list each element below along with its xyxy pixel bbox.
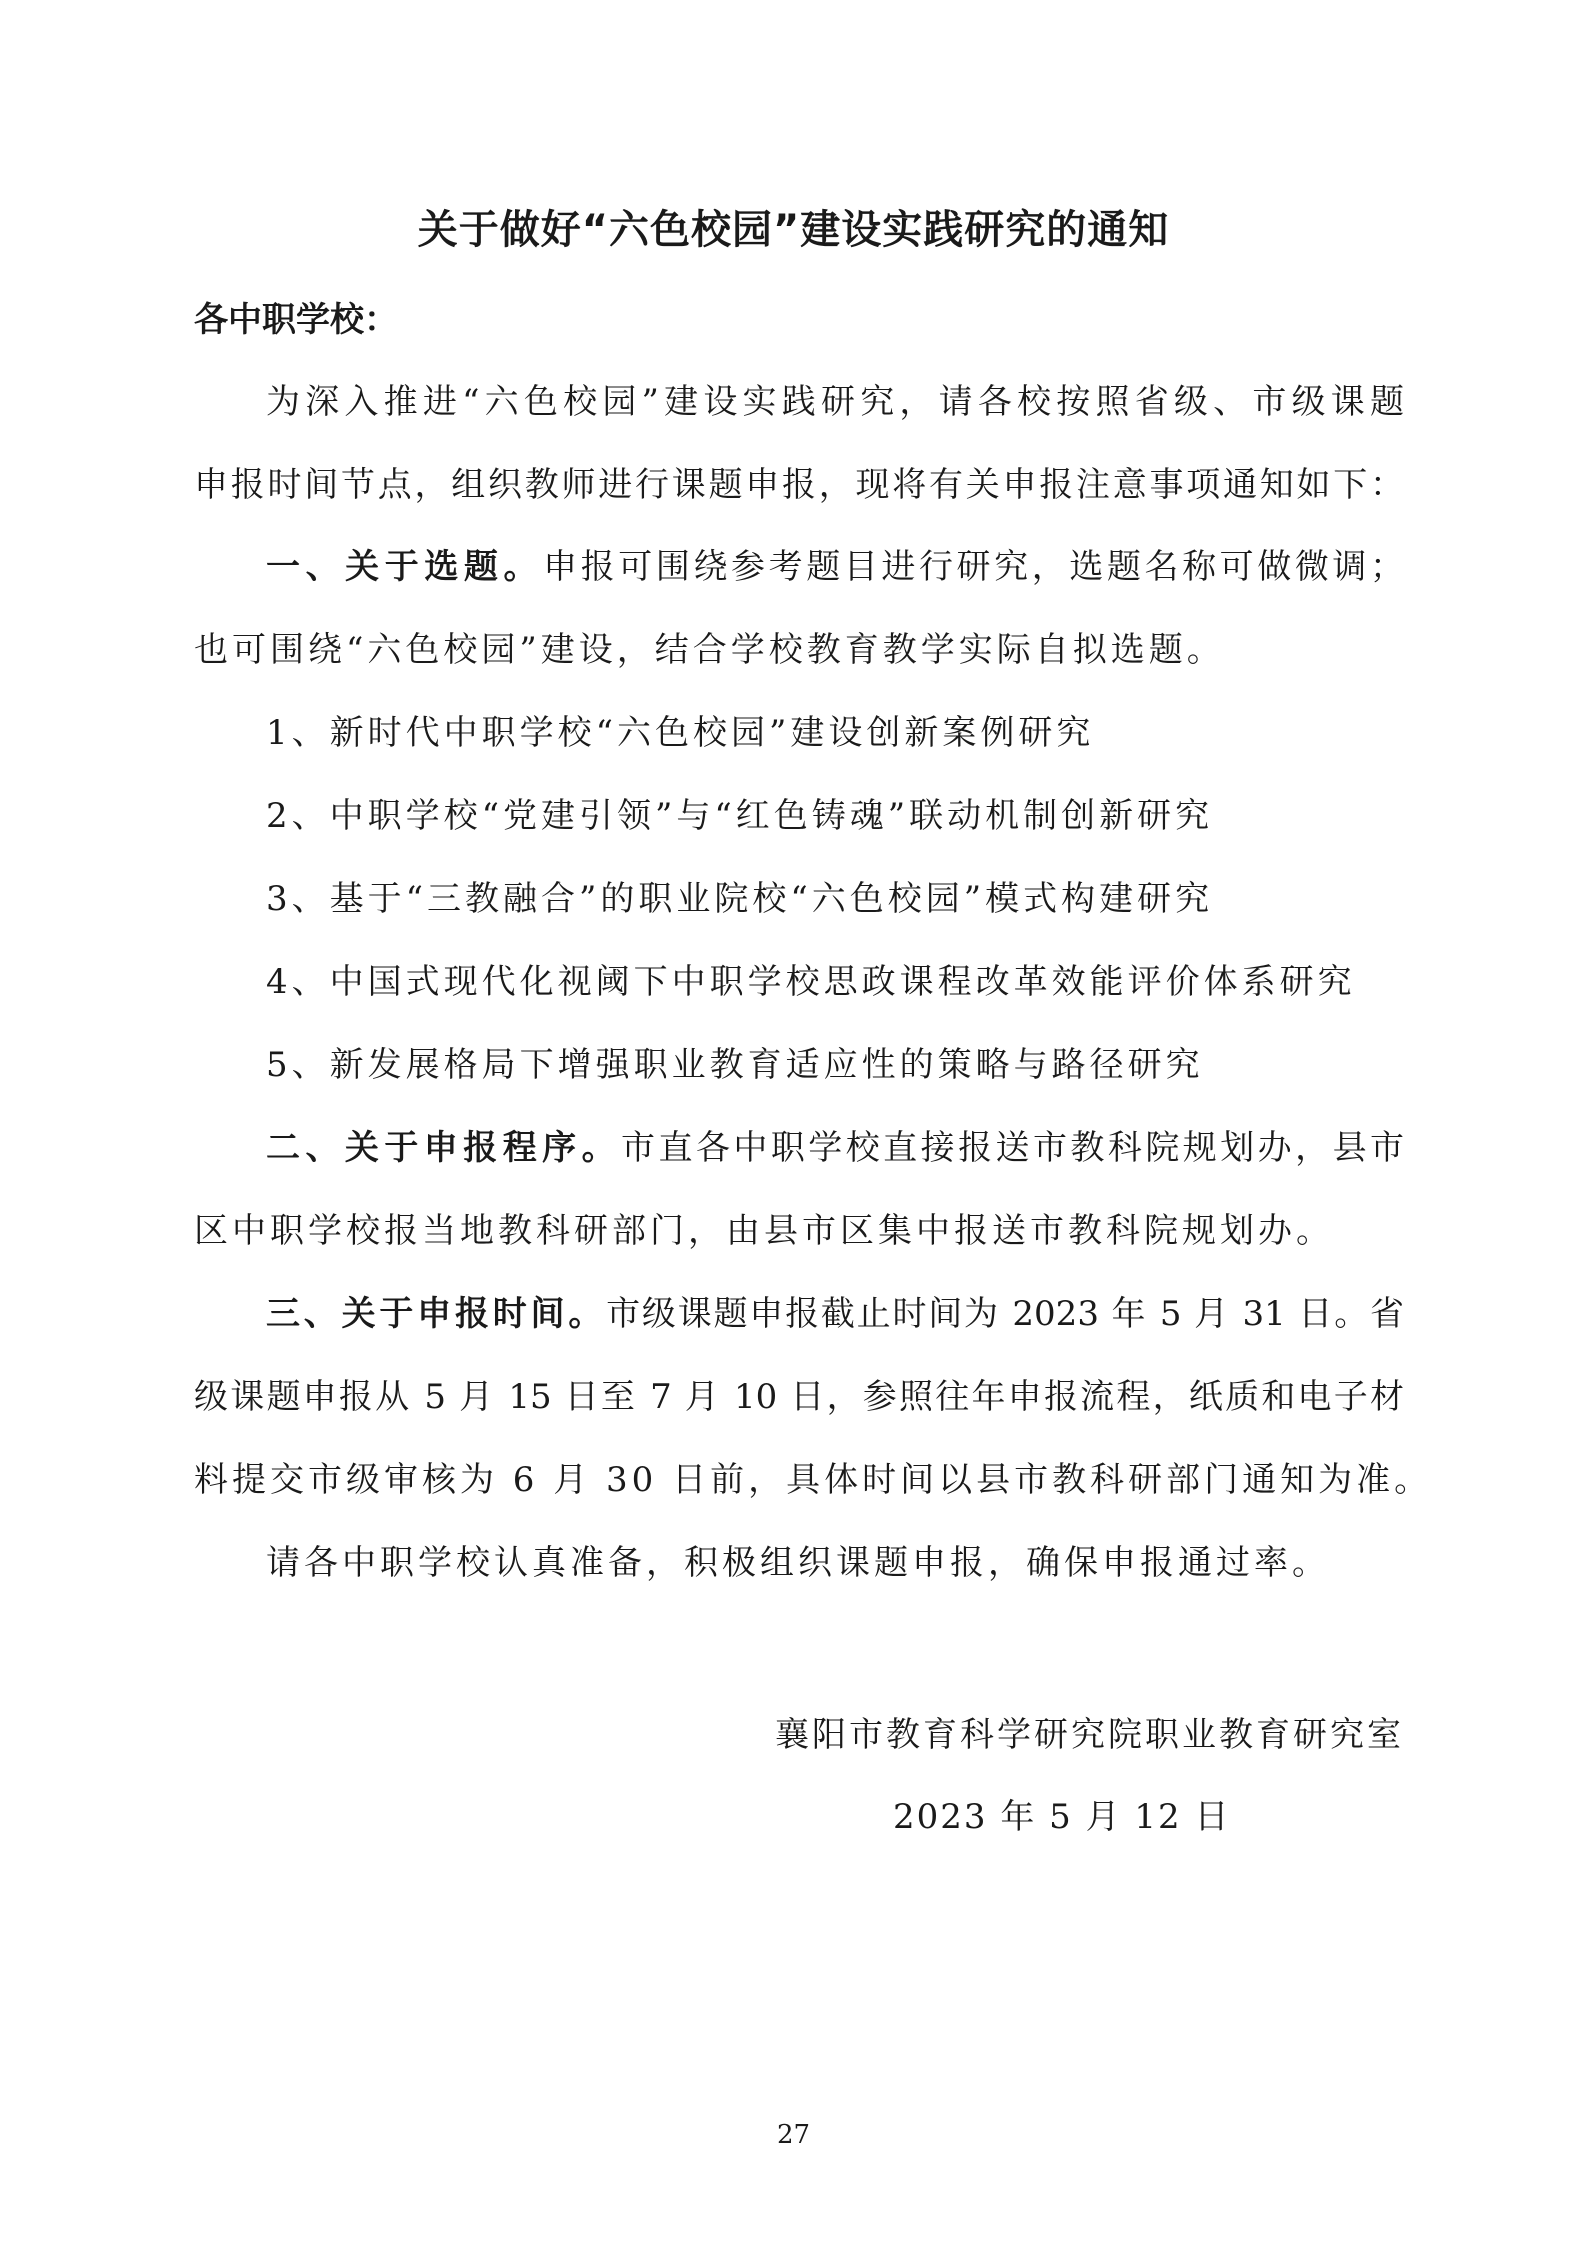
section-2-line-1: [266, 1118, 1404, 1178]
section-1-heading: 一、关于选题。: [266, 547, 544, 587]
topic-item: 3、基于“三教融合”的职业院校“六色校园”模式构建研究: [266, 879, 1214, 919]
section-3-line-3: 料提交市级审核为 6 月 30 日前，具体时间以县市教科研部门通知为准。: [194, 1460, 1433, 1500]
signature-date: 2023 年 5 月 12 日: [893, 1797, 1231, 1837]
section-3-line-1: [266, 1284, 1404, 1344]
section-2-text: 市直各中职学校直接报送市教科院规划办，县市: [621, 1128, 1405, 1168]
section-2-line-2: 区中职学校报当地教科研部门，由县市区集中报送市教科院规划办。: [194, 1211, 1334, 1251]
section-1-line-2: 也可围绕“六色校园”建设，结合学校教育教学实际自拟选题。: [194, 630, 1225, 670]
page-number: 27: [776, 2120, 811, 2150]
document-title: 关于做好“六色校园”建设实践研究的通知: [417, 207, 1170, 253]
section-2-heading: 二、关于申报程序。: [266, 1128, 622, 1168]
section-3-text: 市级课题申报截止时间为 2023 年 5 月 31 日。省: [606, 1294, 1404, 1334]
section-1-text: 申报可围绕参考题目进行研究，选题名称可做微调；: [543, 547, 1405, 587]
section-3-line-2: 级课题申报从 5 月 15 日至 7 月 10 日，参照往年申报流程，纸质和电子材: [194, 1377, 1404, 1417]
topic-item: 4、中国式现代化视阈下中职学校思政课程改革效能评价体系研究: [266, 962, 1356, 1002]
topic-item: 1、新时代中职学校“六色校园”建设创新案例研究: [266, 713, 1095, 753]
salutation: 各中职学校：: [194, 300, 398, 340]
section-1-line-1: [266, 537, 1404, 597]
intro-line-1: 为深入推进“六色校园”建设实践研究，请各校按照省级、市级课题: [266, 382, 1404, 422]
section-3-heading: 三、关于申报时间。: [266, 1294, 607, 1334]
intro-line-2: 申报时间节点，组织教师进行课题申报，现将有关申报注意事项通知如下：: [194, 465, 1404, 505]
signature: 襄阳市教育科学研究院职业教育研究室: [775, 1715, 1404, 1755]
topic-item: 2、中职学校“党建引领”与“红色铸魂”联动机制创新研究: [266, 796, 1214, 836]
topic-item: 5、新发展格局下增强职业教育适应性的策略与路径研究: [266, 1045, 1204, 1085]
closing-line: 请各中职学校认真准备，积极组织课题申报，确保申报通过率。: [266, 1543, 1330, 1583]
